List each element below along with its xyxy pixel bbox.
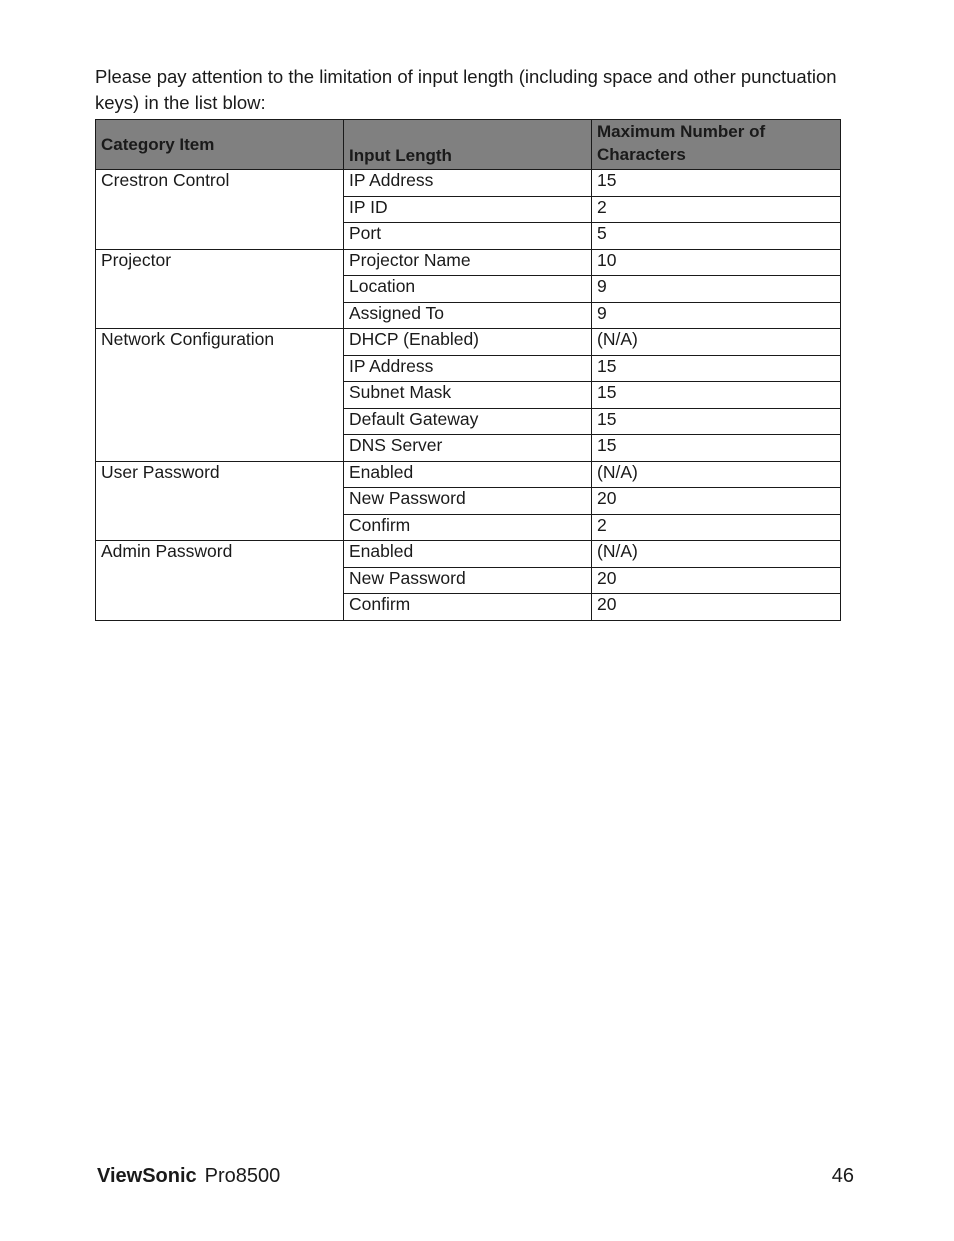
input-length-cell: IP ID — [344, 196, 592, 223]
table-row — [96, 249, 841, 276]
max-characters-cell: 2 — [592, 196, 841, 223]
table-header-row — [96, 120, 841, 170]
max-characters-cell: 15 — [592, 435, 841, 462]
input-length-cell: Default Gateway — [344, 408, 592, 435]
max-characters-cell: 20 — [592, 567, 841, 594]
max-characters-cell: 15 — [592, 355, 841, 382]
max-characters-cell: 10 — [592, 249, 841, 276]
max-characters-cell: 15 — [592, 382, 841, 409]
header-category-item: Category Item — [96, 120, 344, 170]
category-cell: Projector — [96, 249, 344, 329]
input-length-cell: Projector Name — [344, 249, 592, 276]
max-characters-cell: 9 — [592, 276, 841, 303]
max-characters-cell: (N/A) — [592, 461, 841, 488]
category-cell: Crestron Control — [96, 170, 344, 250]
max-characters-cell: 20 — [592, 594, 841, 621]
max-characters-cell: (N/A) — [592, 541, 841, 568]
input-length-cell: Enabled — [344, 461, 592, 488]
input-length-cell: DNS Server — [344, 435, 592, 462]
table-row — [96, 170, 841, 197]
intro-text: Please pay attention to the limitation of input length (including space and other punctuation keys) in the list blow: — [95, 66, 837, 113]
category-cell: Admin Password — [96, 541, 344, 621]
max-characters-cell: 15 — [592, 408, 841, 435]
input-length-cell: New Password — [344, 567, 592, 594]
category-cell: User Password — [96, 461, 344, 541]
table-row — [96, 329, 841, 356]
footer-brand — [97, 1164, 280, 1188]
input-length-cell: Assigned To — [344, 302, 592, 329]
header-max-characters: Maximum Number of Characters — [592, 120, 841, 170]
max-characters-cell: 20 — [592, 488, 841, 515]
max-characters-cell: (N/A) — [592, 329, 841, 356]
input-length-cell: Confirm — [344, 514, 592, 541]
input-length-cell: Confirm — [344, 594, 592, 621]
input-length-cell: New Password — [344, 488, 592, 515]
max-characters-cell: 5 — [592, 223, 841, 250]
input-length-cell: Subnet Mask — [344, 382, 592, 409]
max-characters-cell: 9 — [592, 302, 841, 329]
page-number: 46 — [831, 1165, 854, 1187]
input-length-cell: Enabled — [344, 541, 592, 568]
input-length-cell: IP Address — [344, 170, 592, 197]
table-row — [96, 461, 841, 488]
header-input-length: Input Length — [344, 120, 592, 170]
brand-name: ViewSonic — [97, 1165, 197, 1187]
input-length-cell: Port — [344, 223, 592, 250]
max-characters-cell: 15 — [592, 170, 841, 197]
model-name: Pro8500 — [204, 1165, 281, 1187]
table-row — [96, 541, 841, 568]
input-length-cell: Location — [344, 276, 592, 303]
input-length-cell: IP Address — [344, 355, 592, 382]
table-body — [96, 170, 841, 621]
input-length-table — [95, 119, 841, 621]
max-characters-cell: 2 — [592, 514, 841, 541]
input-length-cell: DHCP (Enabled) — [344, 329, 592, 356]
category-cell: Network Configuration — [96, 329, 344, 462]
